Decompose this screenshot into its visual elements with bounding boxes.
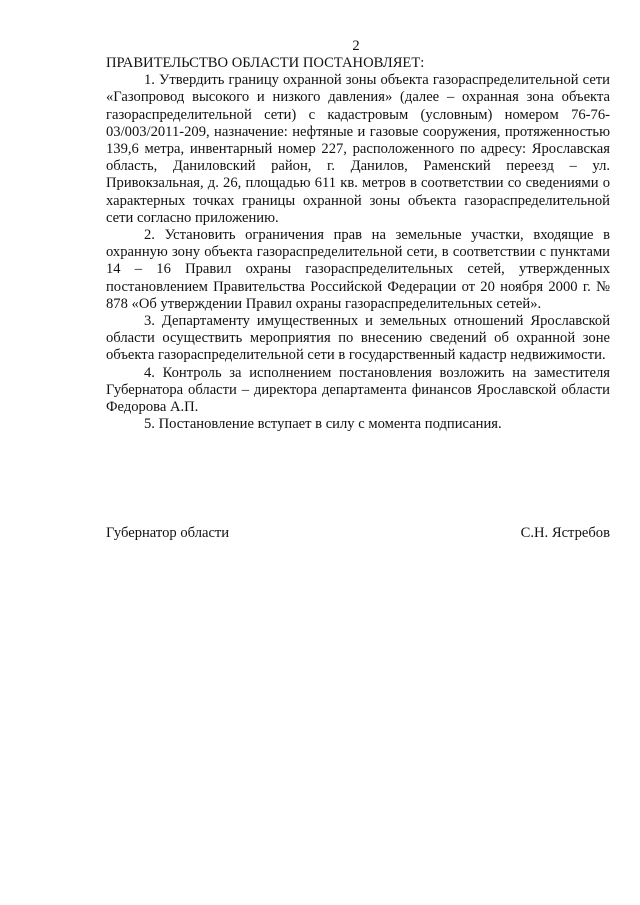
page-number: 2 xyxy=(352,38,360,54)
paragraph-1: 1. Утвердить границу охранной зоны объекта газораспределительной сети «Газопровод высокого и низкого давления» (далее – охранная зона объекта газораспределительной сети) с кадастровым (условным) номером 76-76-03/003/2011-209, назначение: нефтяные и газовые сооружения, протяженностью 139,6 метра, инвентарный номер 227, расположенного по адресу: Ярославская область, Даниловский район, г. Данилов, Раменский переезд – ул. Привокзальная, д. 26, площадью 611 кв. метров в соответствии со сведениями о характерных точках границы охранной зоны объекта газораспределительной сети согласно приложению. xyxy=(106,72,610,226)
document-body xyxy=(106,55,610,433)
paragraph-5: 5. Постановление вступает в силу с момента подписания. xyxy=(144,416,502,433)
paragraph-3: 3. Департаменту имущественных и земельных отношений Ярославской области осуществить мероприятия по внесению сведений об охранной зоне объекта газораспределительной сети в государственный кадастр недвижимости. xyxy=(106,313,610,364)
paragraph-4: 4. Контроль за исполнением постановления возложить на заместителя Губернатора области – директора департамента финансов Ярославской области Федорова А.П. xyxy=(106,364,610,416)
signatory-name: С.Н. Ястребов xyxy=(520,525,610,541)
resolution-heading: ПРАВИТЕЛЬСТВО ОБЛАСТИ ПОСТАНОВЛЯЕТ: xyxy=(106,55,425,71)
paragraph-2: 2. Установить ограничения прав на земельные участки, входящие в охранную зону объекта газораспределительной сети, в соответствии с пунктами 14 – 16 Правил охраны газораспределительных сетей, утвержденных постановлением Правительства Российской Федерации от 20 ноября 2000 г. № 878 «Об утверждении Правил охраны газораспределительных сетей». xyxy=(106,227,610,312)
signature-block xyxy=(106,525,610,542)
signatory-position: Губернатор области xyxy=(106,525,230,541)
